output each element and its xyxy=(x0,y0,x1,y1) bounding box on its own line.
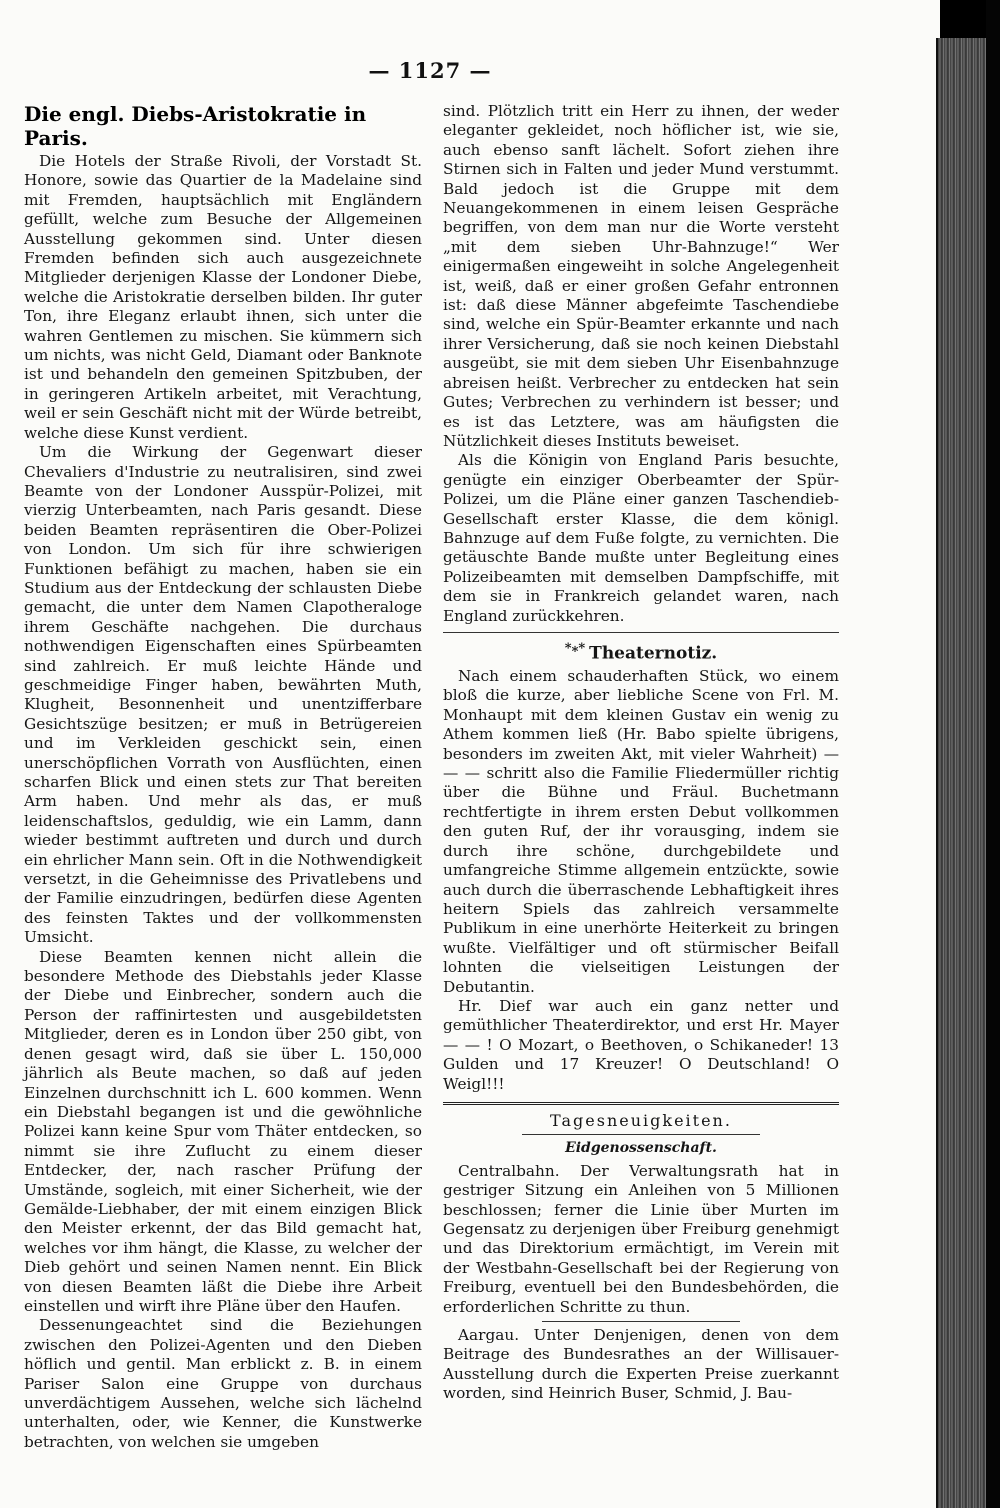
article-paragraph: Diese Beamten kennen nicht allein die besondere Methode des Diebstahls jeder Klasse der Diebe und Einbrecher, sondern auch die Person der raffinirtesten und ausgebildetsten Mitglieder, deren es in London über 250 gibt, von denen gesagt wird, daß sie über L. 150,000 jährlich als Beute machen, so daß auf jeden Einzelnen durchschnitt ich L. 600 kommen. Wenn ein Diebstahl begangen ist und die gewöhnliche Polizei kann keine Spur vom Thäter entdecken, so nimmt sie ihre Zuflucht zu einem dieser Entdecker, der, nach rascher Prüfung der Umstände, sogleich, mit einer Sicherheit, wie der Gemälde-Liebhaber, der mit einem einzigen Blick den Meister erkennt, der das Bild gemacht hat, welches vor ihm hängt, die Klasse, zu welcher der Dieb gehört und seinen Namen nennt. Ein Blick von diesen Beamten läßt die Diebe ihre Arbeit einstellen und wirft ihre Pläne über den Haufen. xyxy=(24,947,422,1315)
article-paragraph: Um die Wirkung der Gegenwart dieser Chevaliers d'Industrie zu neutralisiren, sind zwei Beamte von der Londoner Ausspür-Polizei, mit vierzig Unterbeamten, nach Paris gesandt. Diese beiden Beamten repräsentiren die Ober-Polizei von London. Um sich für ihre schwierigen Funktionen befähigt zu machen, haben sie ein Studium aus der Entdeckung der schlausten Diebe gemacht, die unter dem Namen Clapotheraloge ihrem Geschäfte nachgehen. Die durchaus nothwendigen Eigenschaften eines Spürbeamten sind zahlreich. Er muß leichte Hände und geschmeidige Finger haben, bewährten Muth, Klugheit, Besonnenheit und unentzifferbare Gesichtszüge besitzen; er muß in Betrügereien und im Verkleiden geschickt sein, einen unerschöpflichen Vorrath von Ausflüchten, einen scharfen Blick und einen stets zur That bereiten Arm haben. Und mehr als das, er muß leidenschaftslos, geduldig, wie ein Lamm, dann wieder bestimmt auftreten und durch und durch ein ehrlicher Mann sein. Oft in die Nothwendigkeit versetzt, in die Geheimnisse des Privatlebens und der Familie einzudringen, bedürfen diese Agenten des feinsten Taktes und der vollkommensten Umsicht. xyxy=(24,443,422,947)
section-divider xyxy=(443,632,839,633)
theater-paragraph: Nach einem schauderhaften Stück, wo einem bloß die kurze, aber liebliche Scene von Frl. M. Monhaupt mit dem kleinen Gustav ein wenig zu Athem kommen ließ (Hr. Babo spielte übrigens, besonders im zweiten Akt, mit vieler Wahrheit) — — — schritt also die Familie Fliedermüller richtig über die Bühne und Fräul. Buchetmann rechtfertigte in ihrem ersten Debut vollkommen den guten Ruf, der ihr vorausging, indem sie durch ihre schöne, durchgebildete und umfangreiche Stimme allgemein entzückte, sowie auch durch die überraschende Lebhaftigkeit ihres heitern Spiels das zahlreich versammelte Publikum in eine unerhörte Heiterkeit zu bringen wußte. Vielfältiger und oft stürmischer Beifall lohnten die vielseitigen Leistungen der Debutantin. xyxy=(443,667,839,996)
news-heading: Tagesneuigkeiten. xyxy=(550,1110,732,1130)
article-continuation: sind. Plötzlich tritt ein Herr zu ihnen, der weder eleganter gekleidet, noch höflicher ist, wie sie, auch ebenso sanft lächelt. Sofort ziehen ihre Stirnen sich in Falten und jeder Mund verstummt. Bald jedoch ist die Gruppe mit dem Neuangekommenen in einem leisen Gespräche begriffen, von dem man nur die Worte versteht „mit dem sieben Uhr-Bahnzuge!“ Wer einigermaßen eingeweiht in solche Angelegenheit ist, weiß, daß er einer großen Gefahr entronnen ist: daß diese Männer abgefeimte Taschendiebe sind, welche ein Spür-Beamter erkannte und nach ihrer Versicherung, daß sie noch keinen Diebstahl ausgeübt, sie mit dem sieben Uhr Eisenbahnzuge abreisen heißt. Verbrecher zu entdecken hat sein Gutes; Verbrechen zu verhindern ist besser; und es ist das Letztere, was am häufigsten die Nützlichkeit dieses Instituts beweiset. xyxy=(443,102,839,450)
scan-right-border xyxy=(986,0,1000,1508)
theater-title: Theaternotiz. xyxy=(589,643,718,664)
article-headline: Die engl. Diebs-Aristokratie in Paris. xyxy=(24,102,367,150)
theater-heading xyxy=(443,639,839,664)
book-page-edges xyxy=(936,38,988,1508)
news-subheading: Eidgenossenschaft. xyxy=(565,1140,717,1157)
article-paragraph: Die Hotels der Straße Rivoli, der Vorstadt St. Honore, sowie das Quartier de la Madelaine sind mit Fremden, hauptsächlich mit Engländern gefüllt, welche zum Besuche der Allgemeinen Ausstellung gekommen sind. Unter diesen Fremden befinden sich auch ausgezeichnete Mitglieder derjenigen Klasse der Londoner Diebe, welche die Aristokratie derselben bilden. Ihr guter Ton, ihre Eleganz erlaubt ihnen, sich unter die wahren Gentlemen zu mischen. Sie kümmern sich um nichts, was nicht Geld, Diamant oder Banknote ist und behandeln den gemeinen Spitzbuben, der in geringeren Artikeln arbeitet, mit Verachtung, weil er sein Geschäft nicht mit der Würde betreibt, welche diese Kunst verdient. xyxy=(24,152,422,442)
page-number: — 1127 — xyxy=(368,58,492,83)
right-column xyxy=(443,102,839,1404)
asterism-icon: *⁎* xyxy=(564,640,586,656)
short-divider xyxy=(522,1134,760,1135)
article-paragraph: Dessenungeachtet sind die Beziehungen zwischen den Polizei-Agenten und den Dieben höflich und gentil. Man erblickt z. B. in einem Pariser Salon eine Gruppe von durchaus unverdächtigem Aussehen, welche sich lächelnd unterhalten, oder, wie Kenner, die Kunstwerke betrachten, von welchen sie umgeben xyxy=(24,1316,422,1451)
news-paragraph: Centralbahn. Der Verwaltungsrath hat in gestriger Sitzung ein Anleihen von 5 Millionen beschlossen; ferner die Linie über Murten im Gegensatz zu derjenigen über Freiburg genehmigt und das Direktorium ermächtigt, im Verein mit der Westbahn-Gesellschaft bei der Regierung von Freiburg, eventuell bei den Bundesbehörden, die erforderlichen Schritte zu thun. xyxy=(443,1161,839,1316)
short-divider xyxy=(542,1321,740,1322)
news-paragraph: Aargau. Unter Denjenigen, denen von dem Beitrage des Bundesrathes an der Willisauer-Ausstellung durch die Experten Preise zuerkannt worden, sind Heinrich Buser, Schmid, J. Bau- xyxy=(443,1326,839,1403)
section-divider xyxy=(443,1102,839,1105)
article-paragraph: Als die Königin von England Paris besuchte, genügte ein einziger Oberbeamter der Spür-Polizei, um die Pläne einer ganzen Taschendieb-Gesellschaft erster Klasse, die dem königl. Bahnzuge auf dem Fuße folgte, zu vernichten. Die getäuschte Bande mußte unter Begleitung eines Polizeibeamten mit demselben Dampfschiffe, mit dem sie in Frankreich gelandet waren, nach England zurückkehren. xyxy=(443,451,839,625)
left-column xyxy=(24,102,422,1452)
theater-paragraph: Hr. Dief war auch ein ganz netter und gemüthlicher Theaterdirektor, und erst Hr. Mayer — — ! O Mozart, o Beethoven, o Schikaneder! 13 Gulden und 17 Kreuzer! O Deutschland! O Weigl!!! xyxy=(443,996,839,1093)
